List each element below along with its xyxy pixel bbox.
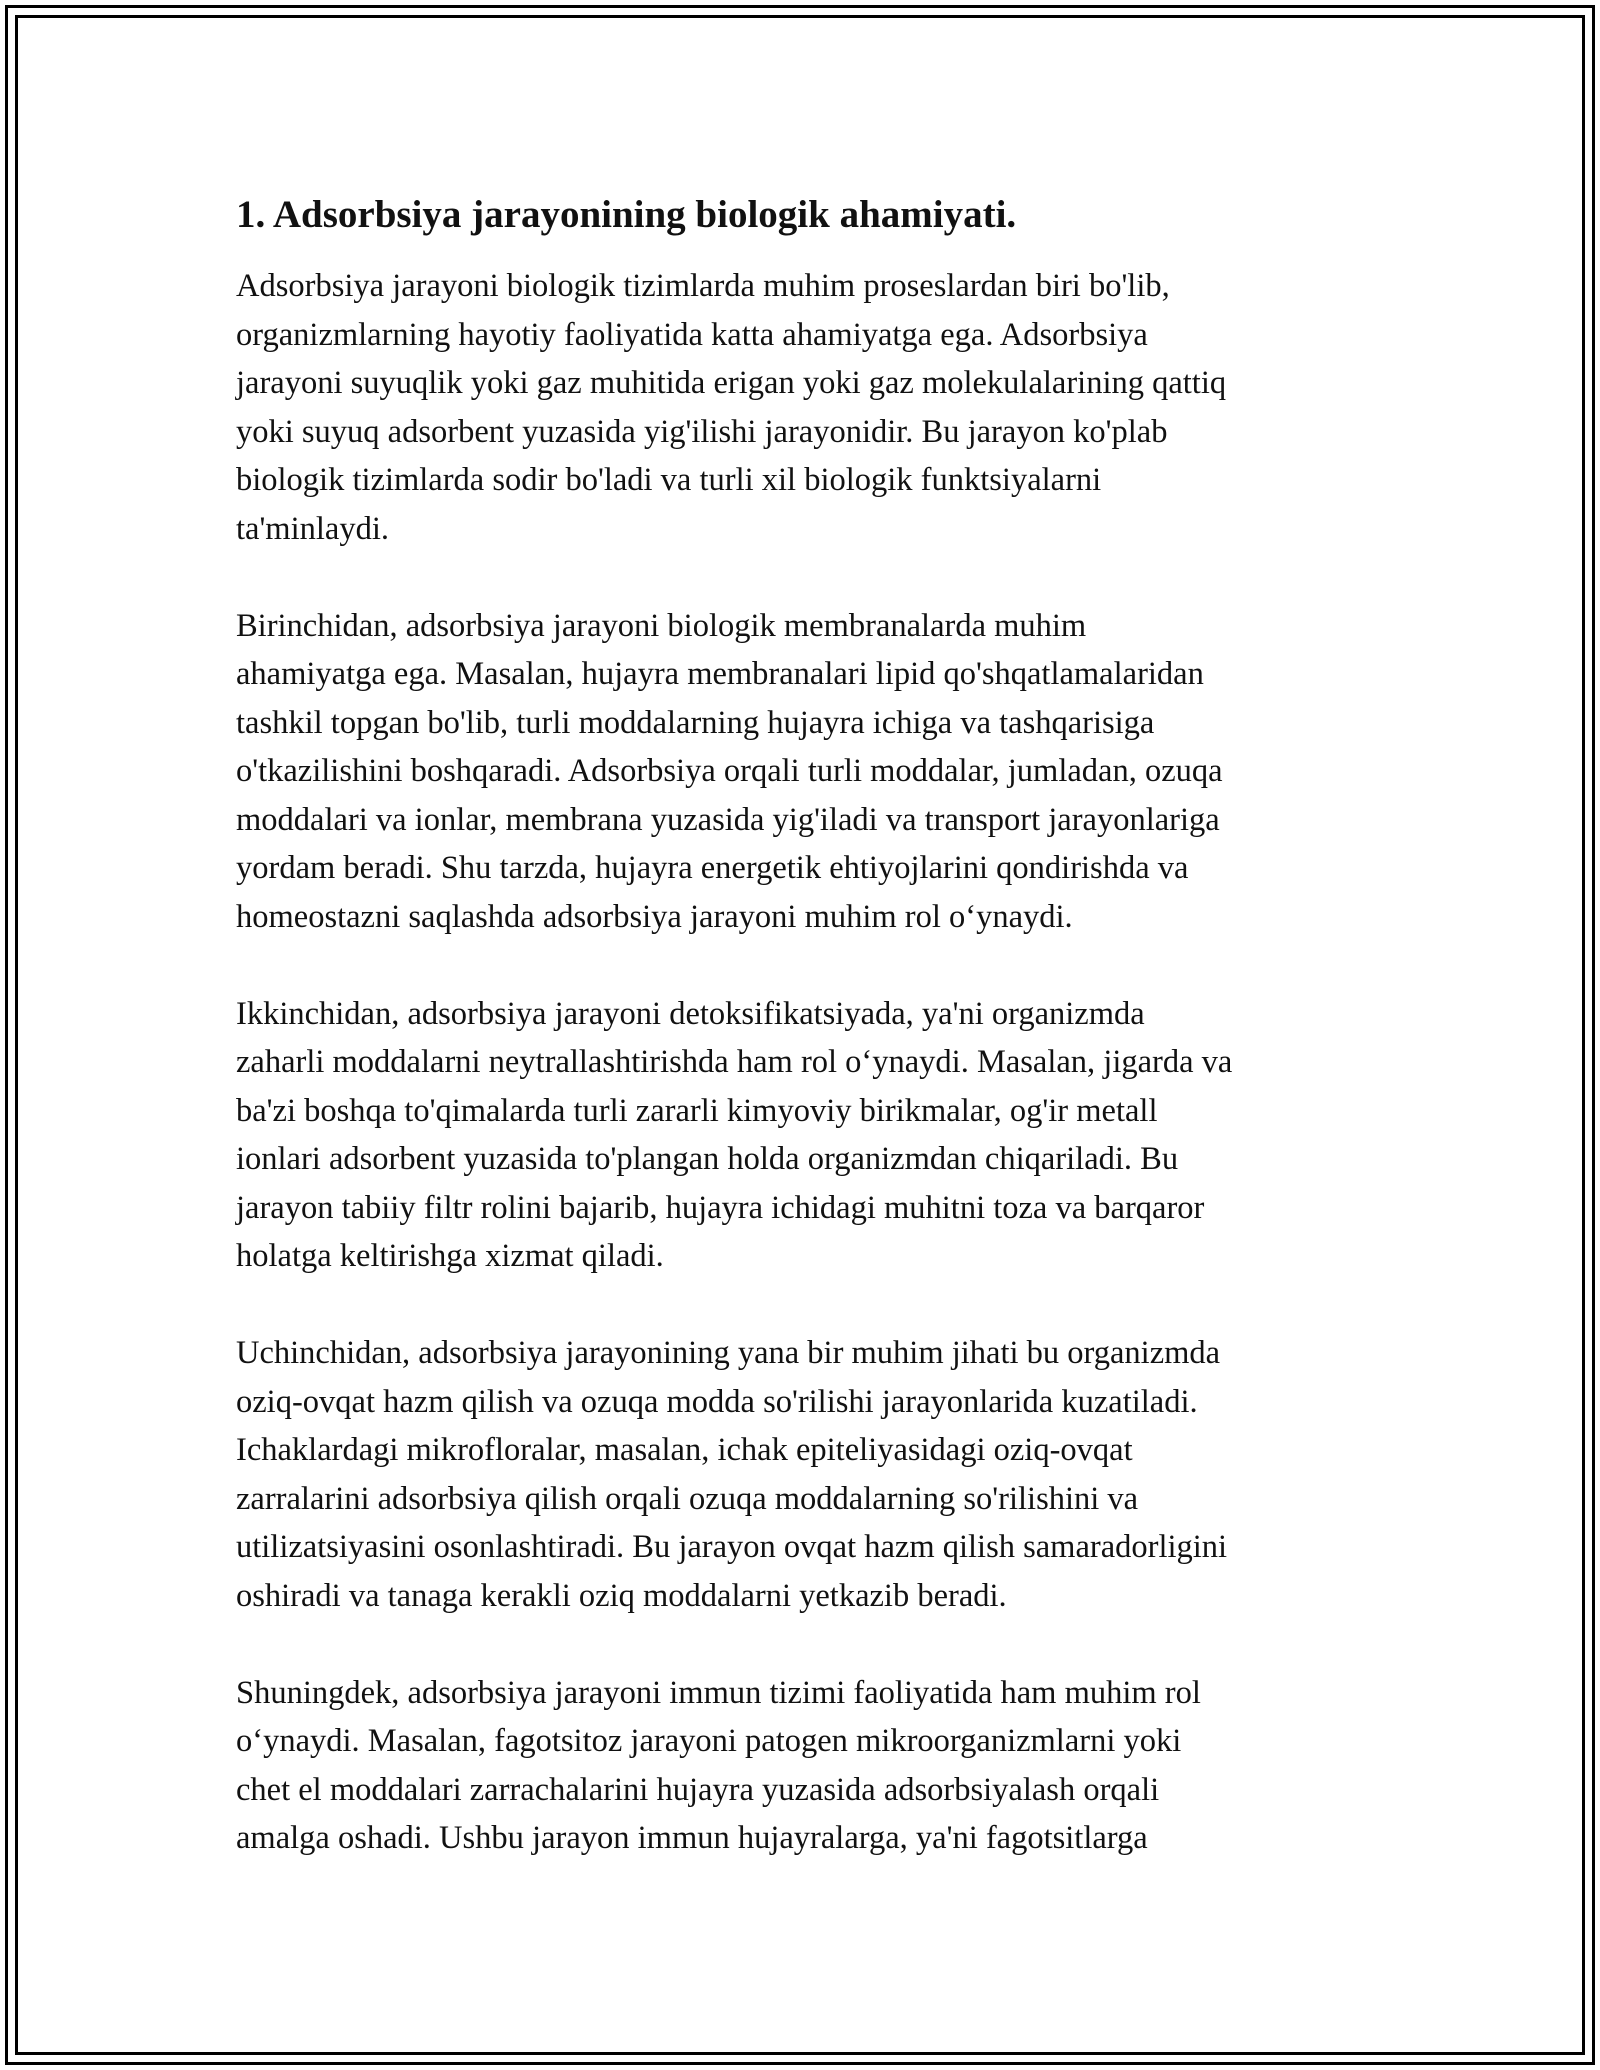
paragraph-line: biologik tizimlarda sodir bo'ladi va turli xil biologik funktsiyalarni [236, 462, 1102, 498]
paragraph-line: Ichaklardagi mikrofloralar, masalan, ichak epiteliyasidagi oziq-ovqat [236, 1432, 1133, 1468]
paragraph-line: Shuningdek, adsorbsiya jarayoni immun tizimi faoliyatida ham muhim rol [236, 1674, 1201, 1711]
paragraph-line: ta'minlaydi. [236, 510, 389, 547]
paragraph-line: o‘ynaydi. Masalan, fagotsitoz jarayoni patogen mikroorganizmlarni yoki [236, 1723, 1182, 1759]
paragraph-line: homeostazni saqlashda adsorbsiya jarayoni muhim rol o‘ynaydi. [236, 898, 1073, 935]
paragraph-5 [236, 1669, 1371, 1863]
paragraph-line: oshiradi va tanaga kerakli oziq moddalarni yetkazib beradi. [236, 1577, 1007, 1614]
paragraph-line: o'tkazilishini boshqaradi. Adsorbsiya orqali turli moddalar, jumladan, ozuqa [236, 753, 1223, 789]
section-heading: 1. Adsorbsiya jarayonining biologik ahamiyati. [236, 193, 1017, 236]
paragraph-line: utilizatsiyasini osonlashtiradi. Bu jarayon ovqat hazm qilish samaradorligini [236, 1529, 1228, 1565]
paragraph-2 [236, 602, 1371, 942]
paragraph-line: ionlari adsorbent yuzasida to'plangan holda organizmdan chiqariladi. Bu [236, 1141, 1179, 1177]
paragraph-line: ahamiyatga ega. Masalan, hujayra membranalari lipid qo'shqatlamalaridan [236, 656, 1204, 692]
paragraph-4 [236, 1329, 1371, 1620]
paragraph-line: zarralarini adsorbsiya qilish orqali ozuqa moddalarning so'rilishini va [236, 1480, 1139, 1517]
paragraph-line: zaharli moddalarni neytrallashtirishda ham rol o‘ynaydi. Masalan, jigarda va [236, 1044, 1233, 1080]
paragraph-line: Ikkinchidan, adsorbsiya jarayoni detoksifikatsiyada, ya'ni organizmda [236, 995, 1145, 1032]
paragraph-line: chet el moddalari zarrachalarini hujayra yuzasida adsorbsiyalash orqali [236, 1771, 1160, 1808]
paragraph-line: oziq-ovqat hazm qilish va ozuqa modda so'rilishi jarayonlarida kuzatiladi. [236, 1383, 1198, 1420]
paragraph-line: yordam beradi. Shu tarzda, hujayra energetik ehtiyojlarini qondirishda va [236, 850, 1189, 886]
document-body [236, 190, 1371, 1911]
paragraph-line: tashkil topgan bo'lib, turli moddalarning hujayra ichiga va tashqarisiga [236, 704, 1155, 741]
paragraph-line: Adsorbsiya jarayoni biologik tizimlarda muhim proseslardan biri bo'lib, [236, 268, 1170, 304]
paragraph-line: jarayoni suyuqlik yoki gaz muhitida erigan yoki gaz molekulalarining qattiq [236, 365, 1227, 401]
paragraph-line: moddalari va ionlar, membrana yuzasida yig'iladi va transport jarayonlariga [236, 801, 1220, 838]
paragraph-line: organizmlarning hayotiy faoliyatida katta ahamiyatga ega. Adsorbsiya [236, 316, 1148, 353]
paragraph-3 [236, 990, 1371, 1281]
paragraph-line: yoki suyuq adsorbent yuzasida yig'ilishi jarayonidir. Bu jarayon ko'plab [236, 413, 1168, 450]
paragraph-line: holatga keltirishga xizmat qiladi. [236, 1238, 664, 1274]
paragraph-line: Uchinchidan, adsorbsiya jarayonining yana bir muhim jihati bu organizmda [236, 1335, 1221, 1371]
paragraph-line: Birinchidan, adsorbsiya jarayoni biologik membranalarda muhim [236, 607, 1087, 644]
paragraph-1 [236, 262, 1371, 553]
paragraph-line: jarayon tabiiy filtr rolini bajarib, hujayra ichidagi muhitni toza va barqaror [236, 1189, 1205, 1226]
paragraph-line: ba'zi boshqa to'qimalarda turli zararli kimyoviy birikmalar, og'ir metall [236, 1092, 1158, 1129]
paragraph-line: amalga oshadi. Ushbu jarayon immun hujayralarga, ya'ni fagotsitlarga [236, 1820, 1148, 1856]
